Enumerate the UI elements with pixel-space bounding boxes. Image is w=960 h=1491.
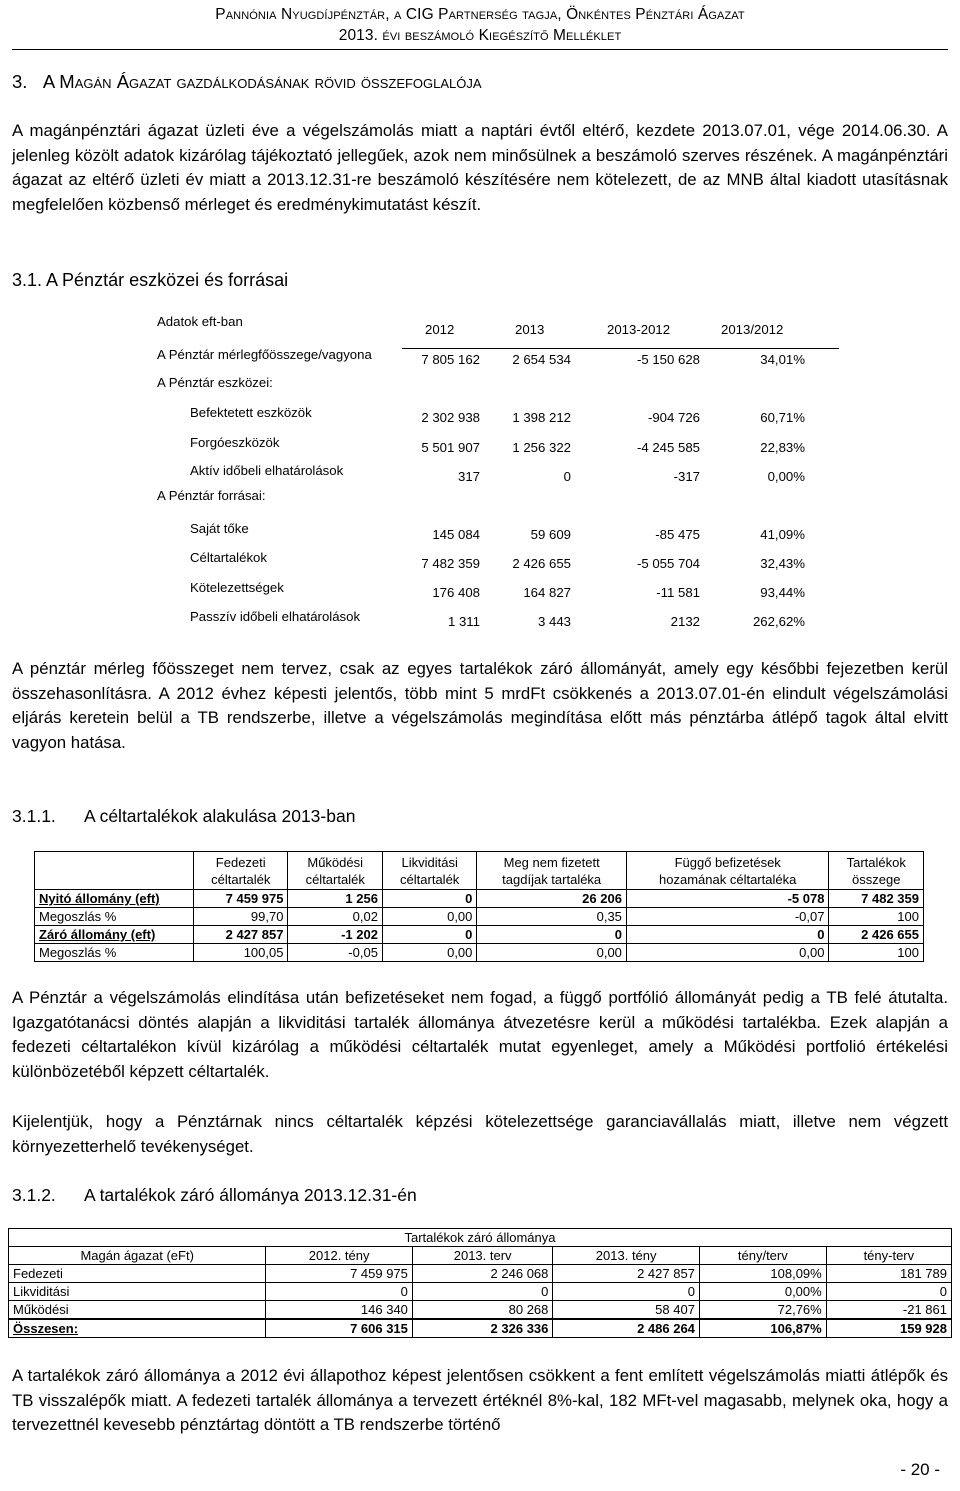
assets-cell: 2 302 938 (421, 410, 480, 425)
reserves-cell: 106,87% (699, 1319, 826, 1338)
assets-cell: 1 256 322 (512, 440, 571, 455)
section-3-1-1-title: A céltartalékok alakulása 2013-ban (84, 806, 356, 826)
provisions-cell: 1 256 (288, 890, 382, 908)
provisions-cell: 0,02 (288, 908, 382, 926)
section-3-intro: A magánpénztári ágazat üzleti éve a végelszámolás miatt a naptári évtől eltérő, kezdete 2013.07.01, vége 2014.06.30. A jelenleg közölt adatok kizárólag tájékoztató jellegűek, azok nem minősülnek a beszámoló szerves részének. A magánpénztári ágazat az eltérő üzleti év miatt a 2013.12.31-re beszámoló készítésére nem kötelezett, de az MNB által kiadott utasításnak megfelelően közbenső mérleget és eredménykimutatást készít. (12, 121, 948, 214)
assets-row-label: Aktív időbeli elhatárolások (190, 463, 344, 478)
provisions-cell: 100 (829, 908, 924, 926)
provisions-cell: 7 482 359 (829, 890, 924, 908)
assets-cell: 34,01% (760, 352, 805, 367)
reserves-col-header: Magán ágazat (eFt) (9, 1247, 266, 1265)
reserves-cell: 2 486 264 (553, 1319, 700, 1338)
assets-cell: 22,83% (760, 440, 805, 455)
reserves-col-header: 2013. terv (412, 1247, 552, 1265)
provisions-cell: 0,00 (626, 944, 829, 962)
assets-cell: -85 475 (655, 527, 700, 542)
provisions-col-header: Tartalékok összege (829, 852, 924, 890)
assets-cell: 7 805 162 (421, 352, 480, 367)
assets-cell: 2 426 655 (512, 556, 571, 571)
assets-col-header: 2013/2012 (721, 322, 784, 337)
assets-cell: 2132 (670, 614, 700, 629)
assets-cell: 7 482 359 (421, 556, 480, 571)
provisions-row-label: Megoszlás % (35, 944, 194, 962)
reserves-cell: 0 (553, 1283, 700, 1301)
reserves-row-label: Fedezeti (9, 1265, 266, 1283)
reserves-col-header: 2012. tény (266, 1247, 413, 1265)
reserves-row (9, 1319, 952, 1338)
section-3-title: 3. A Magán Ágazat gazdálkodásának rövid összefoglalója (12, 71, 482, 92)
section-3-1-1-paragraph-2: Kijelentjük, hogy a Pénztárnak nincs céltartalék képzési kötelezettsége garanciavállalás miatt, illetve nem végzett környezetterhelő tevékenységet. (12, 1112, 948, 1156)
provisions-row-label: Megoszlás % (35, 908, 194, 926)
reserves-cell: 0 (266, 1283, 413, 1301)
provisions-col-header: Működési céltartalék (288, 852, 382, 890)
provisions-cell: 99,70 (194, 908, 288, 926)
page-number: - 20 - (900, 1460, 940, 1479)
reserves-cell: 108,09% (699, 1265, 826, 1283)
provisions-cell: 0 (382, 926, 476, 944)
assets-cell: -5 150 628 (636, 352, 700, 367)
assets-cell: -11 581 (656, 585, 700, 600)
assets-cell: 145 084 (432, 527, 480, 542)
provisions-header-row (35, 852, 924, 890)
assets-cell: 5 501 907 (421, 440, 480, 455)
reserves-row-label: Összesen: (9, 1319, 266, 1338)
provisions-cell: 26 206 (477, 890, 627, 908)
provisions-col-header: Likviditási céltartalék (382, 852, 476, 890)
assets-cell: 1 311 (447, 614, 480, 629)
reserves-col-header: tény/terv (699, 1247, 826, 1265)
provisions-table (34, 851, 924, 962)
provisions-col-header: Meg nem fizetett tagdíjak tartaléka (477, 852, 627, 890)
section-3-1-2-title: A tartalékok záró állománya 2013.12.31-én (84, 1185, 417, 1205)
reserves-cell: 7 459 975 (266, 1265, 413, 1283)
assets-row-label: Kötelezettségek (190, 580, 284, 595)
reserves-cell: 146 340 (266, 1301, 413, 1320)
assets-cell: 0,00% (767, 469, 805, 484)
assets-row-label: A Pénztár mérlegfőösszege/vagyona (157, 347, 372, 362)
section-3-1-title: 3.1. A Pénztár eszközei és forrásai (12, 270, 289, 290)
reserves-row (9, 1283, 952, 1301)
header-rule (12, 49, 948, 50)
provisions-row (35, 944, 924, 962)
assets-cell: 0 (563, 469, 571, 484)
provisions-cell: -0,07 (626, 908, 829, 926)
assets-header-rule (402, 348, 839, 349)
provisions-cell: 0,35 (477, 908, 627, 926)
reserves-cell: 7 606 315 (266, 1319, 413, 1338)
provisions-cell: 2 427 857 (194, 926, 288, 944)
assets-row-label: Céltartalékok (190, 550, 267, 565)
reserves-caption: Tartalékok záró állománya (9, 1229, 952, 1247)
provisions-cell: 100 (829, 944, 924, 962)
assets-row-label: Befektetett eszközök (190, 405, 312, 420)
reserves-cell: 0 (412, 1283, 552, 1301)
assets-row-label: Saját tőke (190, 521, 249, 536)
assets-cell: 3 443 (537, 614, 571, 629)
page-header (0, 4, 960, 46)
assets-cell: 262,62% (752, 614, 805, 629)
assets-cell: -4 245 585 (636, 440, 700, 455)
assets-col-header: 2013-2012 (607, 322, 671, 337)
reserves-row-label: Likviditási (9, 1283, 266, 1301)
provisions-cell: 0,00 (382, 944, 476, 962)
assets-row-label: A Pénztár forrásai: (157, 488, 266, 503)
section-3-1-2-number: 3.1.2. (12, 1185, 56, 1205)
assets-cell: -5 055 704 (636, 556, 700, 571)
provisions-cell: -1 202 (288, 926, 382, 944)
provisions-cell: 0,00 (477, 944, 627, 962)
provisions-cell: 0 (626, 926, 829, 944)
assets-table-corner: Adatok eft-ban (157, 314, 243, 329)
reserves-cell: 2 427 857 (553, 1265, 700, 1283)
assets-row-label: Forgóeszközök (190, 435, 280, 450)
reserves-row (9, 1301, 952, 1320)
assets-cell: 32,43% (760, 556, 805, 571)
provisions-cell: 100,05 (194, 944, 288, 962)
provisions-cell: 7 459 975 (194, 890, 288, 908)
reserves-cell: 0,00% (699, 1283, 826, 1301)
provisions-cell: 2 426 655 (829, 926, 924, 944)
provisions-cell: -0,05 (288, 944, 382, 962)
assets-cell: 2 654 534 (512, 352, 571, 367)
section-3-1-1-number: 3.1.1. (12, 806, 56, 826)
section-3-1-2-paragraph: A tartalékok záró állománya a 2012 évi állapothoz képest jelentősen csökkent a fent említett végelszámolás miatti átlépők és TB visszalépők miatt. A fedezeti tartalék állománya a tervezett értéknél 8%-kal, 182 MFt-vel magasabb, melynek oka, hogy a tervezettnél kevesebb pénztártag döntött a TB rendszerbe történő (12, 1366, 948, 1434)
assets-row-label: A Pénztár eszközei: (157, 375, 273, 390)
reserves-table (8, 1228, 952, 1338)
reserves-col-header: tény-terv (826, 1247, 951, 1265)
provisions-cell: 0 (477, 926, 627, 944)
provisions-row (35, 890, 924, 908)
assets-cell: 164 827 (523, 585, 571, 600)
reserves-col-header: 2013. tény (553, 1247, 700, 1265)
assets-row-label: Passzív időbeli elhatárolások (190, 609, 361, 624)
provisions-col-header: Függő befizetések hozamának céltartaléka (626, 852, 829, 890)
assets-cell: 93,44% (760, 585, 805, 600)
reserves-row (9, 1265, 952, 1283)
reserves-cell: 58 407 (553, 1301, 700, 1320)
reserves-cell: 2 326 336 (412, 1319, 552, 1338)
provisions-row-label: Nyitó állomány (eft) (35, 890, 194, 908)
assets-cell: 1 398 212 (512, 410, 571, 425)
assets-cell: 60,71% (760, 410, 805, 425)
assets-cell: 176 408 (432, 585, 480, 600)
reserves-cell: 2 246 068 (412, 1265, 552, 1283)
reserves-cell: 0 (826, 1283, 951, 1301)
provisions-col-header: Fedezeti céltartalék (194, 852, 288, 890)
reserves-header-row (9, 1247, 952, 1265)
assets-col-header: 2012 (425, 322, 455, 337)
reserves-row-label: Működési (9, 1301, 266, 1320)
reserves-caption-row (9, 1229, 952, 1247)
provisions-cell: 0 (382, 890, 476, 908)
provisions-row-label: Záró állomány (eft) (35, 926, 194, 944)
header-line-1: Pannónia Nyugdíjpénztár, a CIG Partnerség tagja, Önkéntes Pénztári Ágazat (215, 6, 745, 23)
reserves-cell: 181 789 (826, 1265, 951, 1283)
reserves-cell: 80 268 (412, 1301, 552, 1320)
reserves-cell: 159 928 (826, 1319, 951, 1338)
reserves-cell: 72,76% (699, 1301, 826, 1320)
assets-cell: -904 726 (647, 410, 700, 425)
provisions-cell: 0,00 (382, 908, 476, 926)
header-line-2: 2013. évi beszámoló Kiegészítő Melléklet (338, 27, 622, 44)
reserves-cell: -21 861 (826, 1301, 951, 1320)
provisions-row (35, 908, 924, 926)
assets-col-header: 2013 (515, 322, 545, 337)
section-3-1-1-paragraph-1: A Pénztár a végelszámolás elindítása után befizetéseket nem fogad, a függő portfólió állományát pedig a TB felé átutalta. Igazgatótanácsi döntés alapján a likviditási tartalék állománya átvezetésre kerül a működési tartalékba. Ezek alapján a fedezeti céltartalékon kívül kizárólag a működési céltartalék mutat egyenleget, amely a Működési portfolió értékelési különbözetéből képzett céltartalék. (12, 988, 948, 1081)
section-3-1-paragraph: A pénztár mérleg főösszeget nem tervez, csak az egyes tartalékok záró állományát, amely egy későbbi fejezetben kerül összehasonlításra. A 2012 évhez képesti jelentős, több mint 5 mrdFt csökkenés a 2013.07.01-én elindult végelszámolási eljárás keretein belül a TB rendszerbe, illetve a végelszámolás megindítása előtt más pénztárba átlépő tagok által elvitt vagyon hatása. (12, 659, 948, 752)
assets-cell: 59 609 (530, 527, 571, 542)
assets-cell: 317 (457, 469, 480, 484)
assets-cell: -317 (673, 469, 700, 484)
provisions-cell: -5 078 (626, 890, 829, 908)
provisions-corner (35, 852, 194, 890)
assets-cell: 41,09% (760, 527, 805, 542)
provisions-row (35, 926, 924, 944)
